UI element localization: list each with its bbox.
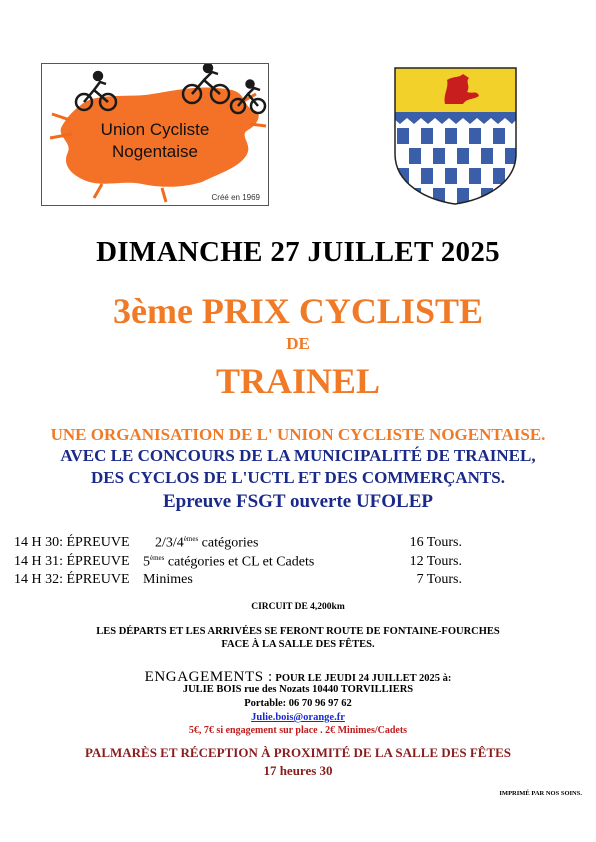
organisation-line-4: Epreuve FSGT ouverte UFOLEP: [162, 491, 434, 512]
contact-email-link[interactable]: Julie.bois@orange.fr: [251, 712, 345, 723]
contact-phone: Portable: 06 70 96 97 62: [244, 698, 352, 709]
logo-line-1: Union Cycliste: [100, 120, 210, 139]
departs-line-1: LES DÉPARTS ET LES ARRIVÉES SE FERONT ROUTE DE FONTAINE-FOURCHES: [96, 626, 500, 637]
prize-title: 3ème PRIX CYCLISTE: [112, 291, 483, 331]
circuit-length: CIRCUIT DE 4,200km: [251, 602, 345, 612]
printed-note: IMPRIMÉ PAR NOS SOINS.: [499, 790, 582, 797]
race-laps: 12 Tours.: [409, 554, 462, 569]
coat-of-arms-icon: [393, 66, 518, 206]
race-category: Minimes: [143, 572, 193, 587]
prize-place: TRAINEL: [215, 361, 381, 401]
prize-de: DE: [286, 334, 310, 353]
entry-fees: 5€, 7€ si engagement sur place . 2€ Minimes/Cadets: [188, 725, 408, 736]
race-time-label: 14 H 31: ÉPREUVE: [14, 554, 130, 569]
race-laps: 7 Tours.: [416, 572, 462, 587]
organisation-line-2: AVEC LE CONCOURS DE LA MUNICIPALITÉ DE TRAINEL,: [60, 446, 536, 465]
engagements-deadline: POUR LE JEUDI 24 JUILLET 2025 à:: [272, 673, 452, 684]
departs-line-2: FACE À LA SALLE DES FÊTES.: [221, 639, 375, 650]
organisation-line-3: DES CYCLOS DE L'UCTL ET DES COMMERÇANTS.: [91, 468, 505, 487]
race-category: 5èmes catégories et CL et Cadets: [143, 554, 315, 570]
engagements-label: ENGAGEMENTS :: [144, 669, 273, 685]
race-laps: 16 Tours.: [409, 535, 462, 550]
race-category: 2/3/4èmes catégories: [155, 535, 259, 551]
logo-line-2: Nogentaise: [111, 142, 198, 161]
race-time-label: 14 H 32: ÉPREUVE: [14, 572, 130, 587]
event-date: DIMANCHE 27 JUILLET 2025: [96, 236, 500, 268]
race-time-label: 14 H 30: ÉPREUVE: [14, 535, 130, 550]
logo-created: Créé en 1969: [211, 193, 260, 202]
club-logo: [41, 63, 269, 206]
contact-address: JULIE BOIS rue des Nozats 10440 TORVILLIERS: [182, 684, 414, 695]
organisation-line-1: UNE ORGANISATION DE L' UNION CYCLISTE NOGENTAISE.: [50, 425, 546, 444]
palmares-time: 17 heures 30: [263, 763, 333, 778]
palmares-line: PALMARÈS ET RÉCEPTION À PROXIMITÉ DE LA SALLE DES FÊTES: [84, 745, 512, 760]
